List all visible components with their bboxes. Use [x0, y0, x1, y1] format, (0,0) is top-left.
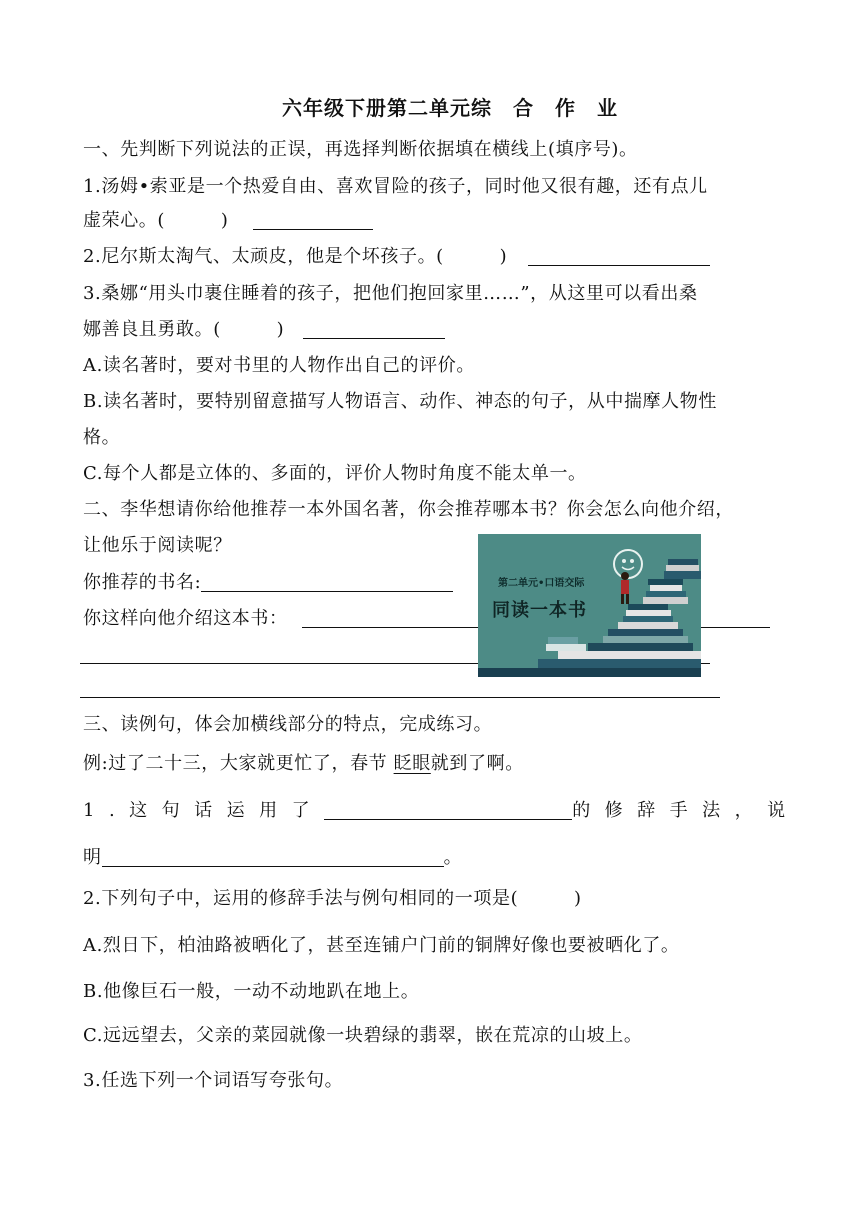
example-underlined-word: 眨眼	[393, 753, 431, 774]
section2-heading-line1: 二、李华想请你给他推荐一本外国名著，你会推荐哪本书？你会怎么向他介绍，	[83, 499, 734, 520]
example-prefix: 例:过了二十三，大家就更忙了，春节	[83, 753, 388, 774]
s1-option-b-line1: B.读名著时，要特别留意描写人物语言、动作、神态的句子，从中揣摩人物性	[83, 391, 717, 412]
section3-heading: 三、读例句，体会加横线部分的特点，完成练习。	[83, 714, 493, 735]
book-name-row	[83, 571, 453, 595]
s3-q1-line2-suffix: 。	[443, 847, 463, 868]
example-sentence	[83, 752, 524, 776]
s1-q2-answer-blank[interactable]	[528, 247, 710, 266]
book-name-blank[interactable]	[201, 573, 453, 592]
s3-q1-line1	[83, 799, 800, 823]
s1-q3-text: 娜善良且勇敢。( )	[83, 319, 285, 340]
figure-title: 同读一本书	[492, 600, 587, 621]
s1-option-b-line2: 格。	[83, 427, 121, 448]
s1-q1-answer-blank[interactable]	[253, 211, 373, 230]
s3-q1-prefix: 1.这句话运用了	[83, 800, 325, 821]
book-name-label: 你推荐的书名:	[83, 572, 202, 593]
s1-q2-text: 2.尼尔斯太淘气、太顽皮，他是个坏孩子。( )	[83, 246, 508, 267]
figure-subtitle: 第二单元•口语交际	[498, 578, 585, 589]
s1-q1-line1: 1.汤姆•索亚是一个热爱自由、喜欢冒险的孩子，同时他又很有趣，还有点儿	[83, 176, 708, 197]
s3-q2: 2.下列句子中，运用的修辞手法与例句相同的一项是( )	[83, 888, 582, 909]
s1-option-c: C.每个人都是立体的、多面的，评价人物时角度不能太单一。	[83, 463, 587, 484]
s1-option-a: A.读名著时，要对书里的人物作出自己的评价。	[83, 355, 475, 376]
s3-option-b: B.他像巨石一般，一动不动地趴在地上。	[83, 981, 420, 1002]
s3-q3: 3.任选下列一个词语写夸张句。	[83, 1070, 344, 1091]
rhetoric-blank[interactable]	[324, 801, 572, 820]
s3-option-c: C.远远望去，父亲的菜园就像一块碧绿的翡翠，嵌在荒凉的山坡上。	[83, 1025, 643, 1046]
s1-q3-line2	[83, 318, 445, 342]
section1-heading: 一、先判断下列说法的正误，再选择判断依据填在横线上(填序号)。	[83, 139, 638, 160]
page-title: 六年级下册第二单元综 合 作 业	[282, 96, 618, 120]
example-suffix: 就到了啊。	[430, 753, 524, 774]
book-stack-illustration	[478, 534, 701, 677]
intro-blank-line3[interactable]	[80, 697, 720, 698]
s1-q2-line	[83, 245, 710, 269]
section2-heading-line2: 让他乐于阅读呢？	[83, 535, 232, 556]
s3-option-a: A.烈日下，柏油路被晒化了，甚至连铺户门前的铜牌好像也要被晒化了。	[83, 935, 680, 956]
s3-q1-suffix: 的修辞手法，说	[572, 800, 800, 821]
s1-q3-answer-blank[interactable]	[303, 320, 445, 339]
s3-q1-line2	[83, 846, 462, 870]
intro-row	[83, 607, 288, 631]
s3-q1-line2-prefix: 明	[83, 847, 102, 868]
explain-blank[interactable]	[102, 848, 444, 867]
s1-q1-line2	[83, 209, 373, 233]
s1-q3-line1: 3.桑娜“用头巾裹住睡着的孩子，把他们抱回家里……”，从这里可以看出桑	[83, 283, 698, 304]
intro-label: 你这样向他介绍这本书：	[83, 608, 288, 629]
s1-q1-text: 虚荣心。( )	[83, 210, 229, 231]
